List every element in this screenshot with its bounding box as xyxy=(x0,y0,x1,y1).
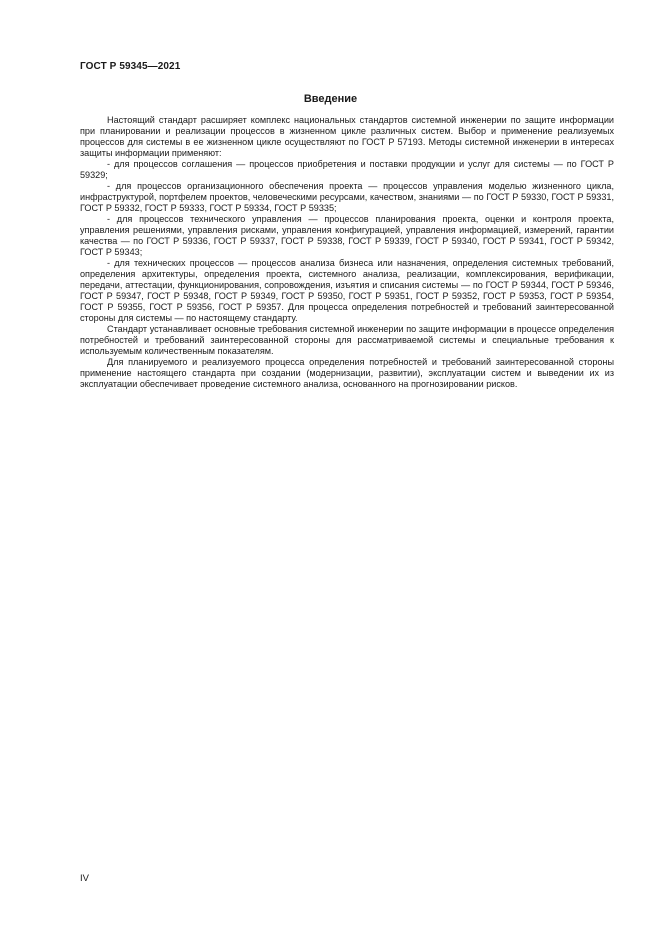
paragraph: Для планируемого и реализуемого процесса определения потребностей и требований заинтересованной стороны применение настоящего стандарта при создании (модернизации, развитии), эксплуатации систем и выведении их из эксплуатации обеспечивает проведение системного анализа, основанного на прогнозировании рисков. xyxy=(80,357,614,389)
page-number: IV xyxy=(80,873,89,884)
list-item: - для технических процессов — процессов анализа бизнеса или назначения, определения системных требований, определения архитектуры, определения проекта, системного анализа, реализации, комплексирования, верификации, передачи, аттестации, функционирования, сопровождения, изъятия и списания системы — по ГОСТ Р 59344, ГОСТ Р 59346, ГОСТ Р 59347, ГОСТ Р 59348, ГОСТ Р 59349, ГОСТ Р 59350, ГОСТ Р 59351, ГОСТ Р 59352, ГОСТ Р 59353, ГОСТ Р 59354, ГОСТ Р 59355, ГОСТ Р 59356, ГОСТ Р 59357. Для процесса определения потребностей и требований заинтересованной стороны для системы — по настоящему стандарту. xyxy=(80,258,614,323)
paragraph: Настоящий стандарт расширяет комплекс национальных стандартов системной инженерии по защите информации при планировании и реализации процессов в жизненном цикле различных систем. Выбор и применение реализуемых процессов для системы в ее жизненном цикле осуществляют по ГОСТ Р 57193. Методы системной инженерии в интересах защиты информации применяют: xyxy=(80,115,614,158)
document-number: ГОСТ Р 59345—2021 xyxy=(80,61,181,72)
list-item: - для процессов организационного обеспечения проекта — процессов управления моделью жизненного цикла, инфраструктурой, портфелем проектов, человеческими ресурсами, качеством, знаниями — по ГОСТ Р 59330, ГОСТ Р 59331, ГОСТ Р 59332, ГОСТ Р 59333, ГОСТ Р 59334, ГОСТ Р 59335; xyxy=(80,181,614,213)
list-item: - для процессов технического управления — процессов планирования проекта, оценки и контроля проекта, управления решениями, управления рисками, управления конфигурацией, управления информацией, измерений, гарантии качества — по ГОСТ Р 59336, ГОСТ Р 59337, ГОСТ Р 59338, ГОСТ Р 59339, ГОСТ Р 59340, ГОСТ Р 59341, ГОСТ Р 59342, ГОСТ Р 59343; xyxy=(80,214,614,257)
document-body xyxy=(80,115,614,390)
paragraph: Стандарт устанавливает основные требования системной инженерии по защите информации в процессе определения потребностей и требований заинтересованной стороны для рассматриваемой системы и специальные требования к используемым количественным показателям. xyxy=(80,324,614,356)
list-item: - для процессов соглашения — процессов приобретения и поставки продукции и услуг для системы — по ГОСТ Р 59329; xyxy=(80,159,614,180)
section-title: Введение xyxy=(303,93,358,105)
